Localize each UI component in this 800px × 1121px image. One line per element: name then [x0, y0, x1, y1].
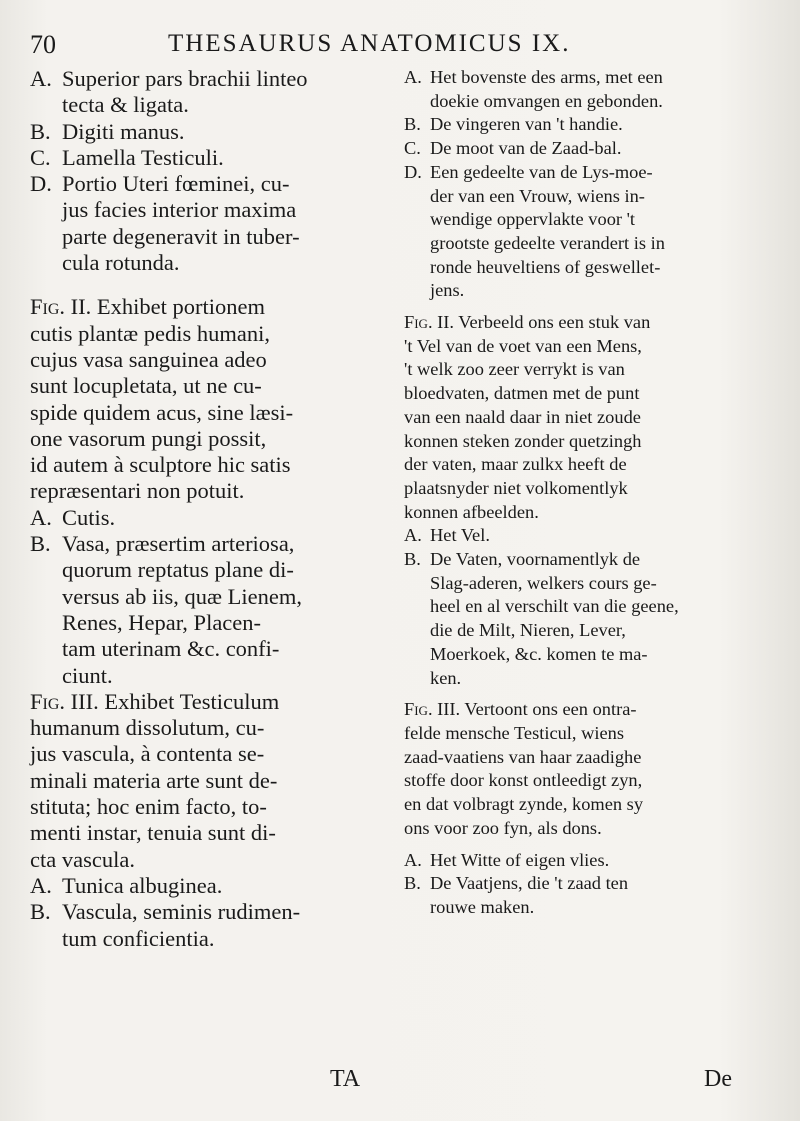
entry-text: De Vaatjens, die 't zaad ten rouwe maken.	[430, 873, 629, 917]
entry-text: Cutis.	[62, 504, 116, 530]
entry-label: A.	[30, 504, 52, 530]
legend-entry	[30, 171, 380, 276]
figure-text: Exhibet Testiculum humanum dissolutum, cu- jus vascula, à contenta se- minali materia arte sunt de- stituta; hoc enim facto, to- menti instar, tenuia sunt di- cta vascula.	[30, 688, 280, 872]
entry-label: D.	[404, 161, 422, 182]
entry-label: A.	[404, 849, 422, 870]
legend-entry	[30, 66, 380, 119]
page-number: 70	[30, 30, 56, 59]
entry-text: De Vaten, voornamentlyk de Slag-aderen, welkers cours ge- heel en al verschilt van die geene, die de Milt, Nieren, Lever, Moerkoek, &c. komen te ma- ken.	[430, 549, 679, 688]
entry-label: D.	[30, 171, 52, 197]
entry-label: B.	[404, 114, 421, 135]
entry-label: A.	[404, 67, 422, 87]
entry-text: Het Vel.	[430, 525, 490, 546]
legend-entry	[404, 137, 742, 161]
entry-label: B.	[404, 549, 421, 570]
figure-label: Fig. III.	[404, 699, 461, 720]
entry-label: A.	[30, 66, 52, 91]
figure-description	[30, 294, 380, 504]
entry-text: De moot van de Zaad-bal.	[430, 138, 622, 159]
legend-entry	[30, 873, 380, 899]
entry-text: Superior pars brachii linteo tecta & ligata.	[62, 66, 308, 118]
latin-column	[30, 66, 380, 952]
entry-label: B.	[404, 873, 421, 894]
spacer	[404, 303, 742, 311]
figure-text: Vertoont ons een ontra- felde mensche Testicul, wiens zaad-vaatiens van haar zaadighe stoffe door konst ontleedigt zyn, en dat volbragt zynde, komen sy ons voor zoo fyn, als dons.	[404, 699, 644, 838]
legend-entry	[30, 531, 380, 689]
entry-text: De vingeren van 't handie.	[430, 114, 623, 135]
legend-entry	[30, 119, 380, 145]
figure-text: Exhibet portionem cutis plantæ pedis humani, cujus vasa sanguinea adeo sunt locupletata, ut ne cu- spide quidem acus, sine læsi- one vasorum pungi possit, id autem à sculptore hic satis repræsentari non potuit.	[30, 294, 294, 504]
entry-text: Een gedeelte van de Lys-moe- der van een Vrouw, wiens in- wendige oppervlakte voor 't grootste gedeelte verandert is in ronde heuveltiens of geswellet- jens.	[430, 161, 665, 301]
catchword-right: De	[704, 1066, 732, 1092]
figure-description	[404, 698, 742, 840]
legend-entry	[30, 145, 380, 171]
legend-entry	[30, 505, 380, 531]
figure-label: Fig. II.	[30, 294, 92, 320]
catchword-left: TA	[330, 1066, 361, 1092]
entry-label: B.	[30, 899, 51, 925]
spacer	[404, 841, 742, 849]
running-title: THESAURUS ANATOMICUS IX.	[168, 30, 571, 57]
figure-label: Fig. III.	[30, 688, 99, 714]
spacer	[30, 276, 380, 294]
dutch-column	[404, 66, 742, 920]
entry-label: A.	[404, 525, 422, 546]
entry-text: Lamella Testiculi.	[62, 144, 224, 170]
entry-label: C.	[404, 138, 421, 159]
legend-entry	[404, 66, 742, 113]
entry-label: C.	[30, 144, 51, 170]
entry-text: Vasa, præsertim arteriosa, quorum reptatus plane di- versus ab iis, quæ Lienem, Renes, Hepar, Placen- tam uterinam &c. confi- ciunt.	[62, 531, 302, 688]
entry-label: B.	[30, 118, 51, 144]
entry-text: Portio Uteri fœminei, cu- jus facies interior maxima parte degeneravit in tuber- cula rotunda.	[62, 171, 300, 276]
entry-label: A.	[30, 872, 52, 898]
legend-entry	[404, 161, 742, 303]
figure-description	[404, 311, 742, 524]
entry-text: Het Witte of eigen vlies.	[430, 849, 610, 870]
legend-entry	[404, 872, 742, 919]
legend-entry	[404, 548, 742, 690]
entry-label: B.	[30, 531, 51, 557]
entry-text: Tunica albuginea.	[62, 872, 223, 898]
legend-entry	[404, 524, 742, 548]
entry-text: Digiti manus.	[62, 118, 185, 144]
entry-text: Vascula, seminis rudimen- tum conficientia.	[62, 899, 301, 951]
spacer	[404, 690, 742, 698]
figure-label: Fig. II.	[404, 312, 454, 333]
legend-entry	[404, 113, 742, 137]
legend-entry	[30, 899, 380, 952]
figure-text: Verbeeld ons een stuk van 't Vel van de voet van een Mens, 't welk zoo zeer verrykt is van bloedvaten, datmen met de punt van een naald daar in niet zoude konnen steken zonder quetzingh der vaten, maar zulkx heeft de plaatsnyder niet volkomentlyk konnen afbeelden.	[404, 312, 651, 522]
figure-description	[30, 689, 380, 873]
entry-text: Het bovenste des arms, met een doekie omvangen en gebonden.	[430, 67, 663, 111]
legend-entry	[404, 849, 742, 873]
